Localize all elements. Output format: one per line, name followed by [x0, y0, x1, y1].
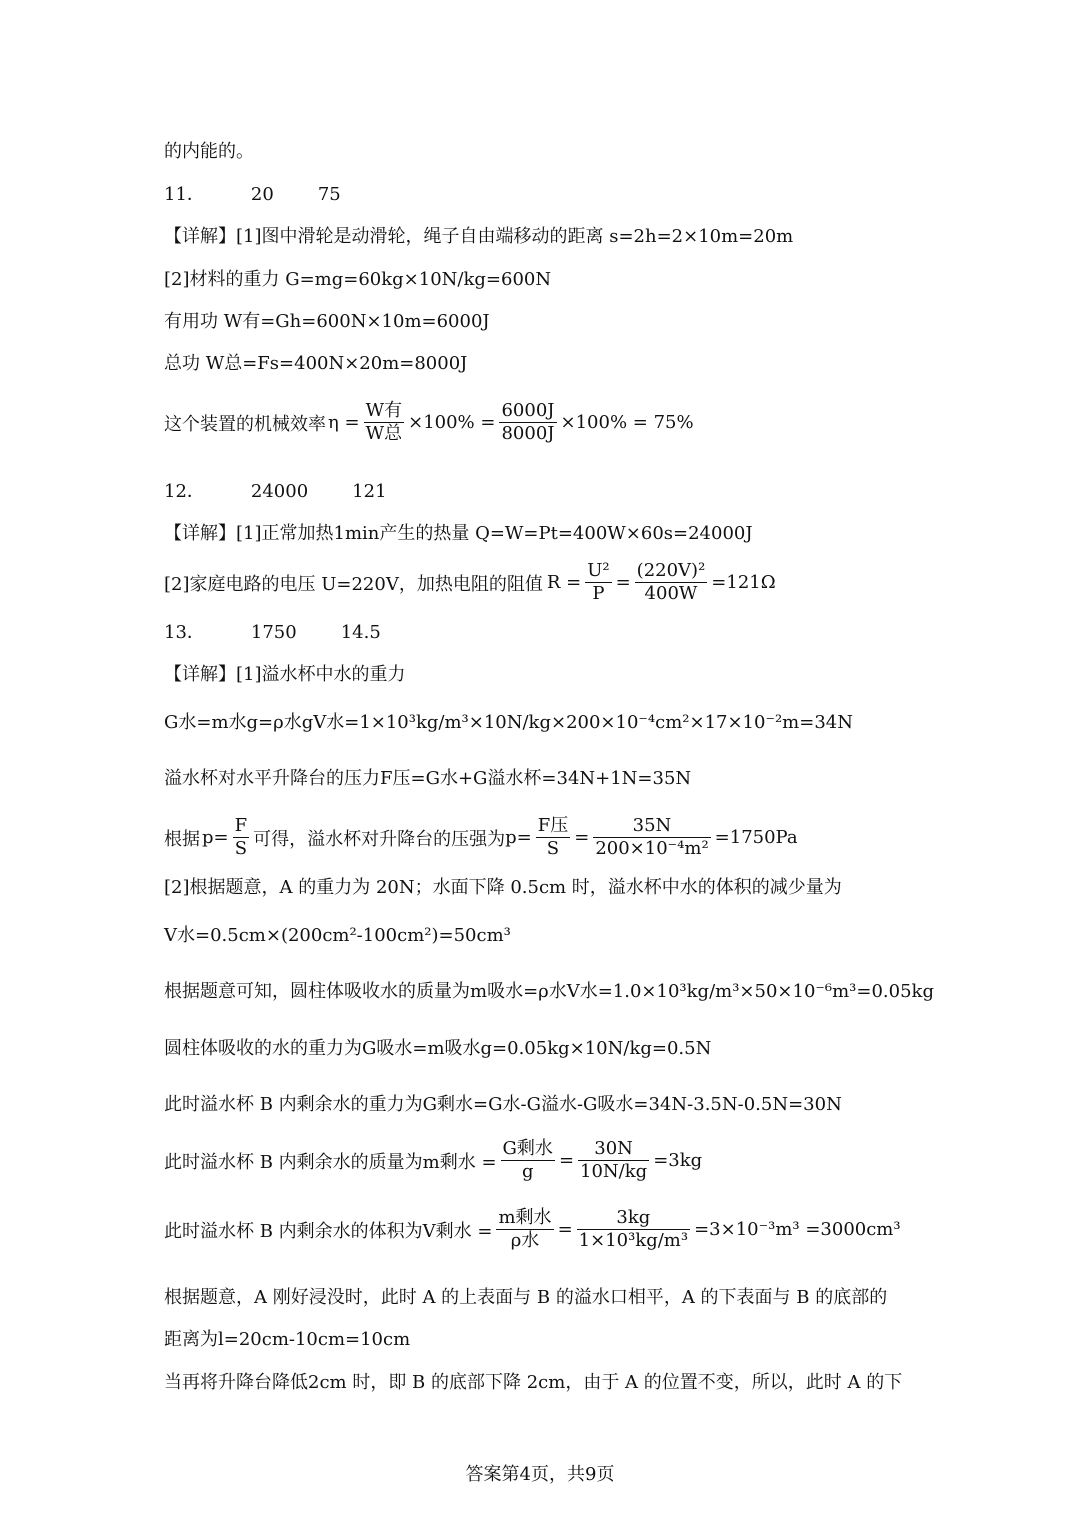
formula-lhs: R =: [546, 572, 582, 593]
formula-text: 可得，溢水杯对升降台的压强为: [253, 828, 506, 850]
formula-lhs: p=: [505, 827, 532, 848]
explanation-line: [2]材料的重力 G=mg=60kg×10N/kg=600N: [164, 269, 552, 290]
denominator: 1×10³kg/m³: [578, 1230, 689, 1251]
formula-text: ×100% =: [408, 412, 496, 433]
answer-value: 24000: [250, 481, 309, 502]
explanation-line: 根据题意可知，圆柱体吸收水的质量为m吸水=ρ水V水=1.0×10³kg/m³×50×10⁻⁶m³=0.05kg: [164, 981, 934, 1002]
formula-prefix: [2]家庭电路的电压 U=220V，加热电阻的阻值: [164, 573, 543, 595]
fraction: [233, 815, 250, 860]
denominator: P: [592, 583, 605, 604]
explanation-line: 圆柱体吸收的水的重力为G吸水=m吸水g=0.05kg×10N/kg=0.5N: [164, 1038, 712, 1059]
fraction: [635, 560, 708, 605]
explanation-line: 【详解】[1]图中滑轮是动滑轮，绳子自由端移动的距离 s=2h=2×10m=20m: [164, 226, 794, 247]
fraction: [501, 1138, 555, 1183]
numerator: U²: [587, 560, 610, 581]
denominator: 8000J: [501, 423, 555, 444]
explanation-line: 距离为l=20cm-10cm=10cm: [164, 1329, 411, 1350]
denominator: 400W: [644, 583, 698, 604]
explanation-line: 【详解】[1]溢水杯中水的重力: [164, 664, 406, 685]
numerator: 6000J: [501, 400, 555, 421]
formula-text: =3kg: [653, 1150, 703, 1171]
formula-prefix: 此时溢水杯 B 内剩余水的质量为: [164, 1151, 423, 1173]
fraction: [585, 560, 611, 605]
formula-prefix: 这个装置的机械效率: [164, 413, 326, 435]
formula-text: ×100% = 75%: [560, 412, 694, 433]
page-footer: 答案第4页，共9页: [465, 1464, 615, 1485]
denominator: S: [546, 838, 560, 859]
formula-text: =: [558, 1150, 575, 1171]
question-number: 12．: [164, 481, 205, 502]
denominator: W总: [365, 423, 403, 444]
numerator: (220V)²: [636, 560, 706, 581]
denominator: S: [234, 838, 248, 859]
formula-lhs: m剩水 =: [422, 1151, 497, 1173]
answer-value: 75: [317, 184, 341, 205]
numerator: 35N: [593, 815, 710, 838]
formula-text: =: [557, 1219, 573, 1240]
answer-value: 121: [352, 481, 387, 502]
denominator: ρ水: [510, 1230, 540, 1251]
answer-value: 14.5: [340, 622, 381, 643]
text-line: 的内能的。: [164, 141, 254, 162]
explanation-line: 【详解】[1]正常加热1min产生的热量 Q=W=Pt=400W×60s=24000J: [164, 523, 753, 544]
formula-prefix: 此时溢水杯 B 内剩余水的体积为: [164, 1220, 423, 1242]
formula-lhs: η =: [328, 412, 360, 433]
formula-text: =1750Pa: [714, 827, 798, 848]
fraction: [364, 400, 405, 445]
resistance-formula: [164, 560, 776, 605]
formula-text: =3×10⁻³m³ =3000cm³: [694, 1219, 901, 1240]
numerator: 30N: [578, 1138, 649, 1161]
formula-lhs: p=: [202, 827, 229, 848]
pressure-formula: [164, 815, 798, 860]
answer-line-13: [164, 621, 381, 645]
explanation-line: 根据题意，A 刚好浸没时，此时 A 的上表面与 B 的溢水口相平，A 的下表面与 B 的底部的: [164, 1287, 888, 1308]
fraction: [496, 1207, 553, 1252]
answer-value: 1750: [250, 622, 297, 643]
efficiency-formula: [164, 400, 694, 445]
formula-text: =: [615, 572, 631, 593]
fraction: [578, 1138, 649, 1183]
answer-line-12: [164, 480, 387, 504]
explanation-line: 溢水杯对水平升降台的压力F压=G水+G溢水杯=34N+1N=35N: [164, 768, 692, 789]
numerator: F压: [537, 815, 569, 836]
fraction: [536, 815, 571, 860]
numerator: G剩水: [502, 1138, 553, 1159]
denominator: g: [521, 1161, 534, 1182]
explanation-line: 有用功 W有=Gh=600N×10m=6000J: [164, 311, 490, 332]
explanation-line: V水=0.5cm×(200cm²-100cm²)=50cm³: [164, 925, 511, 946]
numerator: W有: [365, 400, 403, 421]
fraction: [593, 815, 710, 860]
denominator: 10N/kg: [580, 1161, 648, 1182]
numerator: 3kg: [577, 1207, 690, 1230]
answer-line-11: [164, 183, 341, 207]
question-number: 11．: [164, 184, 205, 205]
answer-value: 20: [250, 184, 274, 205]
explanation-line: G水=m水g=ρ水gV水=1×10³kg/m³×10N/kg×200×10⁻⁴cm²×17×10⁻²m=34N: [164, 712, 853, 733]
numerator: m剩水: [498, 1207, 552, 1228]
fraction: [499, 400, 556, 445]
explanation-line: [2]根据题意，A 的重力为 20N；水面下降 0.5cm 时，溢水杯中水的体积的减少量为: [164, 877, 842, 898]
formula-lhs: V剩水 =: [422, 1220, 493, 1242]
denominator: 200×10⁻⁴m²: [595, 838, 709, 859]
mass-formula: [164, 1138, 702, 1183]
explanation-line: 此时溢水杯 B 内剩余水的重力为G剩水=G水-G溢水-G吸水=34N-3.5N-0.5N=30N: [164, 1094, 842, 1115]
explanation-line: 总功 W总=Fs=400N×20m=8000J: [164, 353, 468, 374]
formula-text: =: [574, 827, 590, 848]
numerator: F: [234, 815, 248, 836]
fraction: [577, 1207, 690, 1252]
formula-prefix: 根据: [164, 828, 200, 850]
formula-text: =121Ω: [711, 572, 776, 593]
explanation-line: 当再将升降台降低2cm 时，即 B 的底部下降 2cm，由于 A 的位置不变，所以，此时 A 的下: [164, 1372, 903, 1393]
question-number: 13．: [164, 622, 205, 643]
volume-formula: [164, 1207, 901, 1252]
